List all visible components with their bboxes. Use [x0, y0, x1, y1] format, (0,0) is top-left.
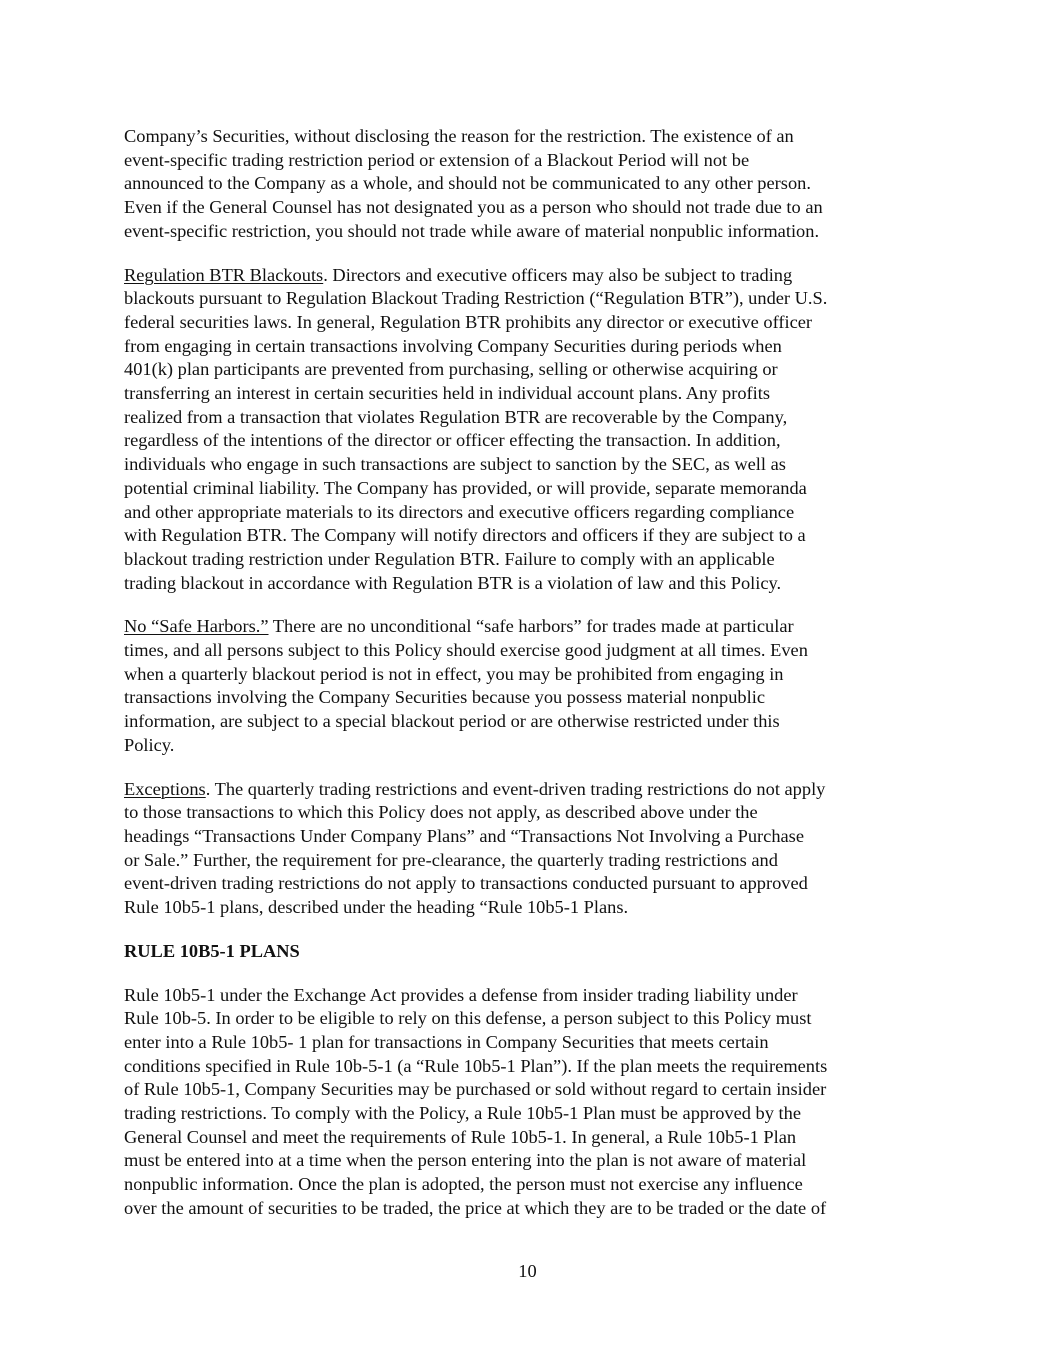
paragraph-regulation-btr — [124, 264, 924, 596]
text-line: Rule 10b5-1 plans, described under the heading “Rule 10b5-1 Plans. — [124, 897, 629, 918]
text-line: individuals who engage in such transactions are subject to sanction by the SEC, as well as — [124, 454, 786, 475]
text-line: blackouts pursuant to Regulation Blackout Trading Restriction (“Regulation BTR”), under U.S. — [124, 288, 828, 309]
text-line: realized from a transaction that violates Regulation BTR are recoverable by the Company, — [124, 406, 788, 427]
text-line: Even if the General Counsel has not designated you as a person who should not trade due to an — [124, 197, 823, 218]
paragraph-title-regulation-btr: Regulation BTR Blackouts — [124, 264, 324, 285]
text-line: announced to the Company as a whole, and should not be communicated to any other person. — [124, 173, 811, 194]
text-line: transactions involving the Company Securities because you possess material nonpublic — [124, 687, 765, 708]
text-line: General Counsel and meet the requirements of Rule 10b5-1. In general, a Rule 10b5-1 Plan — [124, 1126, 797, 1147]
text-line: event-specific trading restriction period or extension of a Blackout Period will not be — [124, 149, 750, 170]
text-line — [124, 778, 924, 802]
text-line: or Sale.” Further, the requirement for pre-clearance, the quarterly trading restrictions and — [124, 849, 778, 870]
paragraph-continuation — [124, 125, 924, 244]
page-body — [124, 125, 924, 1241]
text-run: . Directors and executive officers may also be subject to trading — [323, 264, 793, 285]
text-line: from engaging in certain transactions involving Company Securities during periods when — [124, 335, 782, 356]
text-line: potential criminal liability. The Company has provided, or will provide, separate memoranda — [124, 477, 807, 498]
text-line: Company’s Securities, without disclosing the reason for the restriction. The existence of an — [124, 126, 794, 146]
text-run: . The quarterly trading restrictions and event-driven trading restrictions do not apply — [205, 778, 826, 799]
text-line: and other appropriate materials to its directors and executive officers regarding compliance — [124, 501, 795, 522]
text-line: must be entered into at a time when the person entering into the plan is not aware of material — [124, 1150, 807, 1171]
text-line: times, and all persons subject to this Policy should exercise good judgment at all times. Even — [124, 640, 808, 661]
text-line: conditions specified in Rule 10b-5-1 (a “Rule 10b5-1 Plan”). If the plan meets the requirements — [124, 1055, 828, 1076]
text-line: to those transactions to which this Policy does not apply, as described above under the — [124, 802, 758, 823]
text-line: headings “Transactions Under Company Plans” and “Transactions Not Involving a Purchase — [124, 825, 805, 846]
text-line: transferring an interest in certain securities held in individual account plans. Any profits — [124, 383, 771, 404]
text-line: trading blackout in accordance with Regulation BTR is a violation of law and this Policy. — [124, 572, 782, 593]
paragraph-title-exceptions: Exceptions — [124, 778, 206, 799]
text-line: Rule 10b5-1 under the Exchange Act provides a defense from insider trading liability under — [124, 984, 798, 1005]
text-line: regardless of the intentions of the director or officer effecting the transaction. In addition, — [124, 430, 781, 451]
paragraph-rule-10b5-1 — [124, 984, 924, 1221]
paragraph-exceptions — [124, 778, 924, 920]
text-line: 401(k) plan participants are prevented from purchasing, selling or otherwise acquiring or — [124, 359, 778, 380]
page-number: 10 — [518, 1261, 537, 1281]
text-line: of Rule 10b5-1, Company Securities may be purchased or sold without regard to certain insider — [124, 1079, 827, 1100]
text-line: nonpublic information. Once the plan is adopted, the person must not exercise any influence — [124, 1174, 803, 1195]
text-line: Rule 10b-5. In order to be eligible to rely on this defense, a person subject to this Policy must — [124, 1008, 812, 1029]
paragraph-title-safe-harbors: No “Safe Harbors.” — [124, 616, 269, 637]
text-line: event-driven trading restrictions do not apply to transactions conducted pursuant to approved — [124, 873, 808, 894]
text-line: blackout trading restriction under Regulation BTR. Failure to comply with an applicable — [124, 548, 775, 569]
text-line — [124, 615, 924, 639]
text-run: There are no unconditional “safe harbors” for trades made at particular — [268, 616, 794, 637]
text-line: Policy. — [124, 734, 175, 755]
text-line: enter into a Rule 10b5- 1 plan for transactions in Company Securities that meets certain — [124, 1031, 769, 1052]
text-line: over the amount of securities to be traded, the price at which they are to be traded or the date of — [124, 1197, 827, 1218]
text-line: event-specific restriction, you should not trade while aware of material nonpublic information. — [124, 220, 820, 241]
text-line: when a quarterly blackout period is not in effect, you may be prohibited from engaging in — [124, 663, 784, 684]
text-line: with Regulation BTR. The Company will notify directors and officers if they are subject to a — [124, 525, 806, 546]
section-heading-rule-10b5-1-plans: RULE 10B5-1 PLANS — [124, 940, 300, 961]
text-line — [124, 264, 924, 288]
text-line: trading restrictions. To comply with the Policy, a Rule 10b5-1 Plan must be approved by the — [124, 1103, 802, 1124]
paragraph-safe-harbors — [124, 615, 924, 757]
text-line: information, are subject to a special blackout period or are otherwise restricted under this — [124, 711, 780, 732]
text-line: federal securities laws. In general, Regulation BTR prohibits any director or executive officer — [124, 311, 813, 332]
